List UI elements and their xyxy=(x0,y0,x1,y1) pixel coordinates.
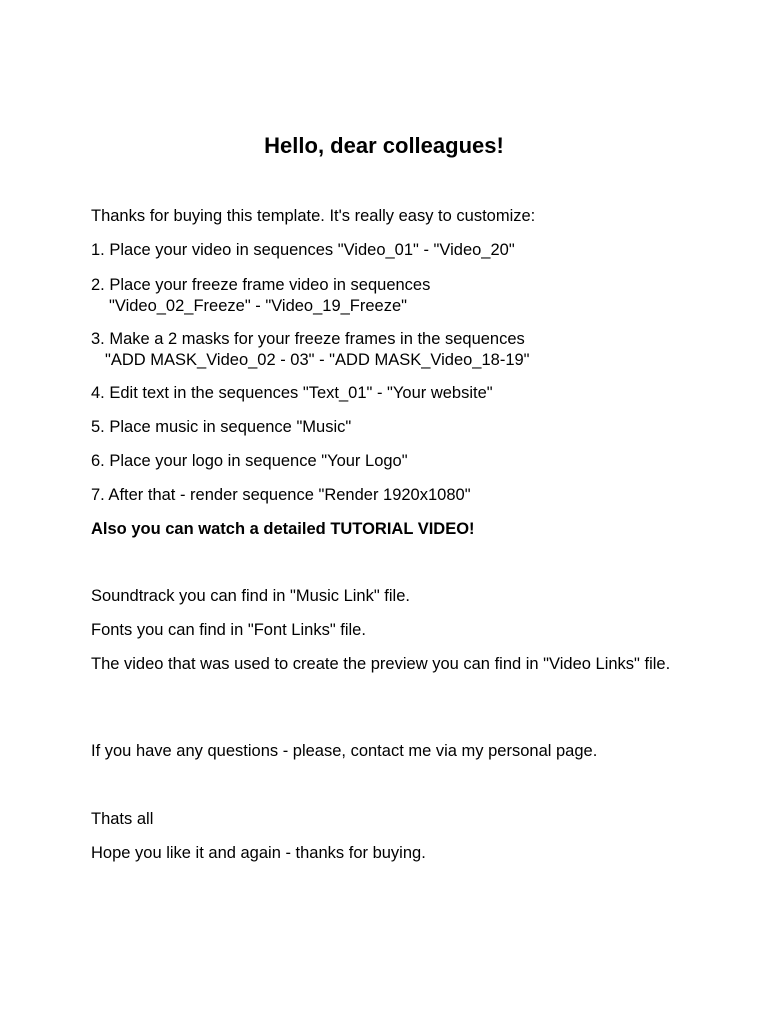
intro-text: Thanks for buying this template. It's really easy to customize: xyxy=(91,207,536,225)
step-1: 1. Place your video in sequences "Video_01" - "Video_20" xyxy=(91,241,515,259)
thats-all: Thats all xyxy=(91,810,154,828)
page-title: Hello, dear colleagues! xyxy=(264,133,504,158)
step-7: 7. After that - render sequence "Render 1920x1080" xyxy=(91,486,471,504)
step-2: 2. Place your freeze frame video in sequences xyxy=(91,276,431,294)
closing-note: Hope you like it and again - thanks for buying. xyxy=(91,844,426,862)
questions-note: If you have any questions - please, contact me via my personal page. xyxy=(91,742,598,760)
step-6: 6. Place your logo in sequence "Your Logo" xyxy=(91,452,408,470)
step-3: 3. Make a 2 masks for your freeze frames in the sequences xyxy=(91,330,525,348)
step-2-detail: "Video_02_Freeze" - "Video_19_Freeze" xyxy=(109,297,408,315)
step-5: 5. Place music in sequence "Music" xyxy=(91,418,352,436)
video-links-note: The video that was used to create the preview you can find in "Video Links" file. xyxy=(91,655,671,673)
tutorial-note: Also you can watch a detailed TUTORIAL VIDEO! xyxy=(91,520,475,538)
step-4: 4. Edit text in the sequences "Text_01" - "Your website" xyxy=(91,384,493,402)
step-3-detail: "ADD MASK_Video_02 - 03" - "ADD MASK_Video_18-19" xyxy=(105,351,530,369)
soundtrack-note: Soundtrack you can find in "Music Link" file. xyxy=(91,587,410,605)
fonts-note: Fonts you can find in "Font Links" file. xyxy=(91,621,366,639)
